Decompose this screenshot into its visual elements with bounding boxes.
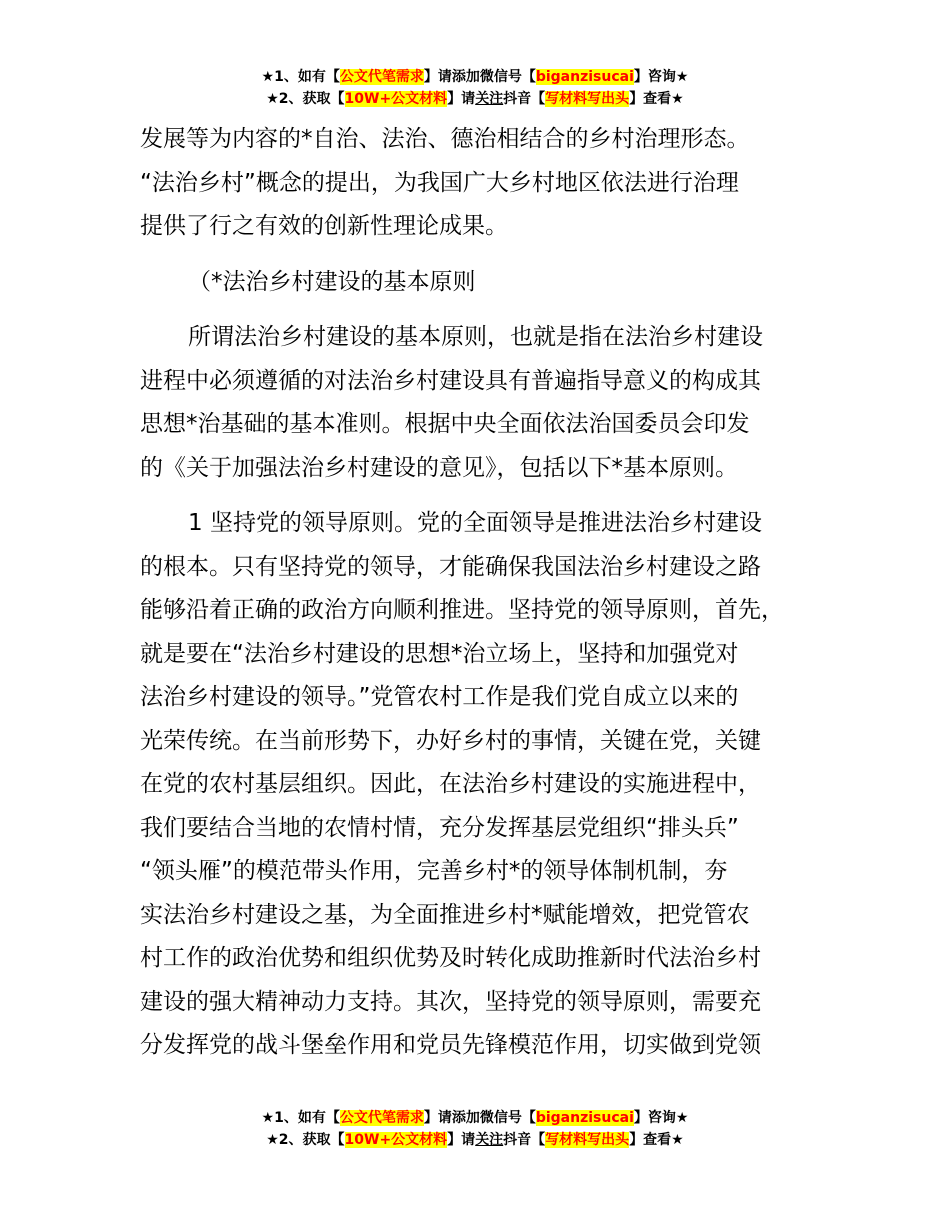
text-line: 能够沿着正确的政治方向顺利推进。坚持党的领导原则，首先， xyxy=(140,597,784,623)
wechat-id-highlight: biganzisucai xyxy=(535,1110,634,1126)
text-line: 进程中必须遵循的对法治乡村建设具有普遍指导意义的构成其 xyxy=(140,367,761,394)
promo-highlight: 公文代笔需求 xyxy=(339,69,424,85)
douyin-name-highlight: 写材料写出头 xyxy=(545,91,630,107)
promo-line-2: ★2、获取【10W+公文材料】请关注抖音【写材料写出头】查看★ xyxy=(266,1132,684,1148)
text-line: “法治乡村”概念的提出，为我国广大乡村地区依法进行治理 xyxy=(140,169,739,196)
text-line: 提供了行之有效的创新性理论成果。 xyxy=(140,213,508,239)
text-line: 村工作的政治优势和组织优势及时转化成助推新时代法治乡村 xyxy=(140,945,761,971)
text-line: 1 坚持党的领导原则。党的全面领导是推进法治乡村建设 xyxy=(188,510,762,536)
promo-line-2: ★2、获取【10W+公文材料】请关注抖音【写材料写出头】查看★ xyxy=(266,91,684,107)
section-heading: （*法治乡村建设的基本原则 xyxy=(188,268,476,295)
promo-line-1: ★1、如有【公文代笔需求】请添加微信号【biganzisucai】咨询★ xyxy=(261,69,689,85)
paragraph-3 xyxy=(140,502,820,1068)
text-line: 我们要结合当地的农情村情，充分发挥基层党组织“排头兵” xyxy=(140,814,739,841)
text-line: 光荣传统。在当前形势下，办好乡村的事情，关键在党，关键 xyxy=(140,727,761,754)
promo-highlight: 10W+公文材料 xyxy=(344,91,448,107)
text-line: 所谓法治乡村建设的基本原则，也就是指在法治乡村建设 xyxy=(188,324,763,350)
text-line: 的《关于加强法治乡村建设的意见》，包括以下*基本原则。 xyxy=(140,454,738,481)
text-line: 就是要在“法治乡村建设的思想*治立场上，坚持和加强党对 xyxy=(140,640,739,667)
text-line: 思想*治基础的基本准则。根据中央全面依法治国委员会印发 xyxy=(140,411,750,437)
douyin-name-highlight: 写材料写出头 xyxy=(545,1132,630,1148)
header-promo-banner xyxy=(0,66,950,110)
paragraph-1 xyxy=(140,118,820,249)
text-line: 在党的农村基层组织。因此，在法治乡村建设的实施进程中， xyxy=(140,771,761,797)
promo-highlight: 公文代笔需求 xyxy=(339,1110,424,1126)
text-line: 法治乡村建设的领导。”党管农村工作是我们党自成立以来的 xyxy=(140,684,739,710)
text-line: 实法治乡村建设之基，为全面推进乡村*赋能增效，把党管农 xyxy=(140,901,750,928)
text-line: “领头雁”的模范带头作用，完善乡村*的领导体制机制，夯 xyxy=(140,858,728,884)
paragraph-2 xyxy=(140,316,820,490)
promo-highlight: 10W+公文材料 xyxy=(344,1132,448,1148)
wechat-id-highlight: biganzisucai xyxy=(535,69,634,85)
footer-promo-banner xyxy=(0,1107,950,1151)
text-line: 建设的强大精神动力支持。其次，坚持党的领导原则，需要充 xyxy=(140,988,761,1015)
text-line: 的根本。只有坚持党的领导，才能确保我国法治乡村建设之路 xyxy=(140,553,761,580)
text-line: 分发挥党的战斗堡垒作用和党员先锋模范作用，切实做到党领 xyxy=(140,1032,761,1058)
promo-line-1: ★1、如有【公文代笔需求】请添加微信号【biganzisucai】咨询★ xyxy=(261,1110,689,1126)
text-line: 发展等为内容的*自治、法治、德治相结合的乡村治理形态。 xyxy=(140,126,750,152)
document-body xyxy=(140,118,820,1068)
